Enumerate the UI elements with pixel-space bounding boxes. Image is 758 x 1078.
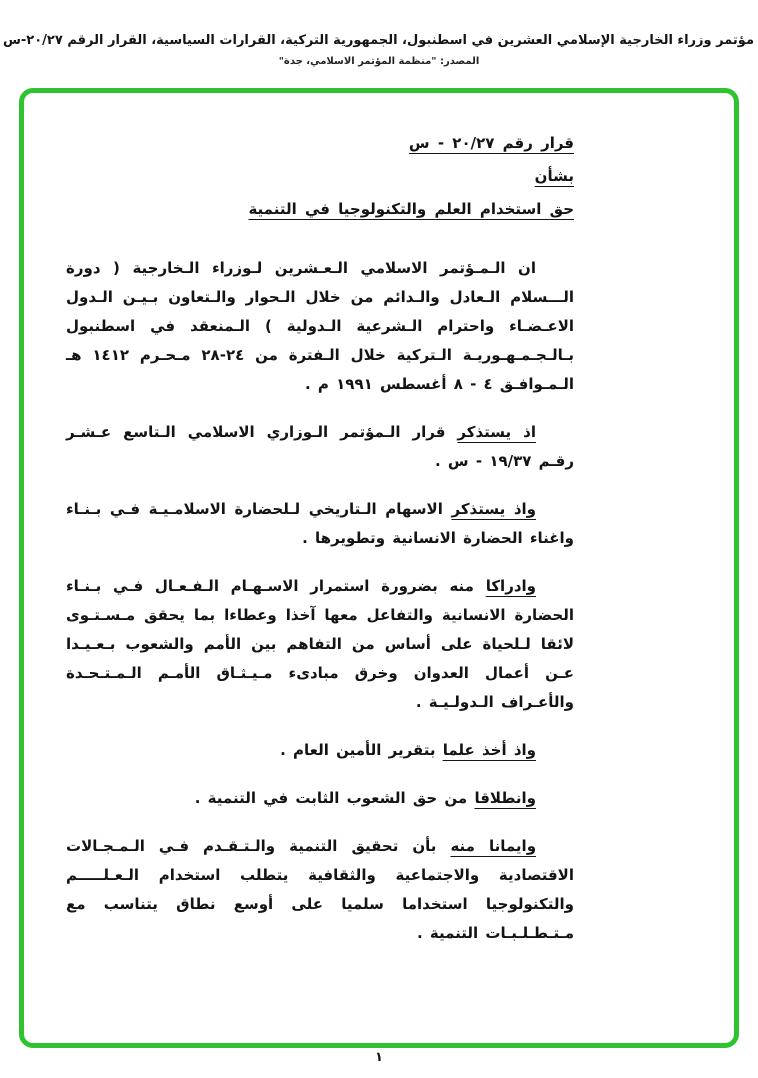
paragraph-lead: وايمانا منه — [450, 837, 537, 856]
paragraph-recalling-2 — [66, 495, 574, 553]
paragraph-lead: وادراكا — [485, 577, 536, 596]
paragraph-text: بأن تحقيق التنمية والـتـقـدم فـي الـمـجـالات الاقتصادية والاجتماعية والثقافية يتطلب استخدام الـعـلـــــم والتكنولوجيا استخداما سلميا على أوسع نطاق يتناسب مع مـتـطـلـبـات التنمية . — [66, 837, 574, 943]
document-header-source: المصدر: "منظمة المؤتمر الاسلامي، جدة" — [278, 56, 480, 67]
resolution-subject: حق استخدام العلم والتكنولوجيا في التنمية — [248, 199, 574, 218]
paragraph-lead: واذ أخذ علما — [442, 741, 536, 760]
paragraph-proceeding — [66, 784, 574, 813]
paragraph-lead: اذ يستذكر — [457, 423, 536, 442]
paragraph-text: من حق الشعوب الثابت في التنمية . — [194, 789, 475, 808]
paragraph-text: منه بضرورة استمرار الاسـهـام الـفـعـال فـي بـنـاء الحضارة الانسانية والتفاعل معها آخذا وعطاءا بما يحقق مـسـتـوى لائقا لـلحياة على أساس من التفاهم بين الأمم والشعوب بـعـيـدا عـن أعمال العدوان وخرق مبادىء مـيـثـاق الأمـم الـمـتـحـدة والأعـراف الـدولـيـة . — [66, 577, 574, 712]
document-frame — [19, 88, 739, 1048]
paragraph-preamble — [66, 254, 574, 399]
resolution-regarding: بشأن — [534, 166, 574, 185]
paragraph-text: بتقرير الأمين العام . — [280, 741, 443, 760]
document-header-title: مؤتمر وزراء الخارجية الإسلامي العشرين في اسطنبول، الجمهورية التركية، القرارات السياسية، القرار الرقم ٢٠/٢٧-س — [2, 33, 754, 48]
resolution-number: قرار رقم ٢٠/٢٧ - س — [408, 134, 574, 152]
paragraph-believing — [66, 832, 574, 948]
resolution-subject-row — [66, 199, 574, 221]
resolution-number-row — [66, 133, 574, 155]
paragraph-recalling-1 — [66, 418, 574, 476]
resolution-body — [66, 254, 574, 948]
paragraph-lead: وانطلاقا — [474, 789, 536, 808]
paragraph-noting-report — [66, 736, 574, 765]
page-number: ١ — [375, 1050, 383, 1065]
paragraph-aware — [66, 572, 574, 717]
paragraph-lead: واذ يستذكر — [451, 500, 537, 519]
paragraph-text: قرار الـمؤتمر الـوزاري الاسلامي الـتاسع عـشـر رقـم ١٩/٣٧ - س . — [66, 423, 574, 471]
paragraph-text: ان الـمـؤتمر الاسلامي الـعـشرين لـوزراء الـخارجية ( دورة الـــسلام الـعادل والـدائم من خلال الـحوار والـتعاون بـيـن الـدول الاعـضـاء واحترام الـشرعية الـدولية ) الـمنعقد في اسطنبول بـالـجـمـهـوريـة الـتركية خلال الـفترة من ٢٤-٢٨ مـحـرم ١٤١٢ هـ الـمـوافـق ٤ - ٨ أغسطس ١٩٩١ م . — [66, 259, 574, 394]
paragraph-text: الاسهام الـتاريخي لـلحضارة الاسلامـيـة فـي بـنـاء واغناء الحضارة الانسانية وتطويرها . — [66, 500, 574, 548]
resolution-regarding-row — [66, 166, 574, 188]
resolution-title-block — [66, 133, 574, 220]
